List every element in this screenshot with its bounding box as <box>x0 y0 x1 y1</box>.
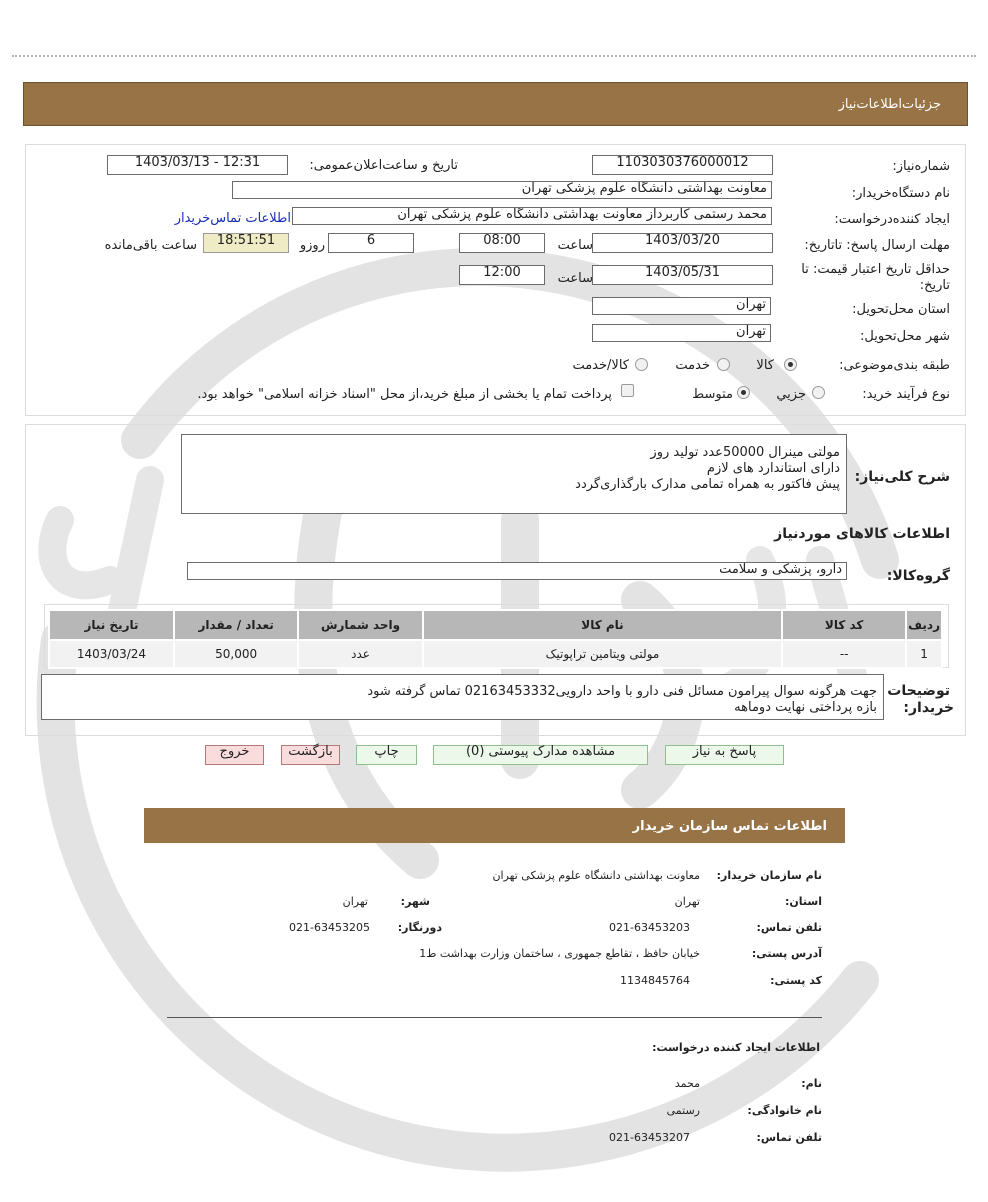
process-minor-label: جزیي <box>776 387 806 402</box>
response-deadline-label: مهلت ارسال پاسخ: تاتاریخ: <box>804 238 950 253</box>
process-label: نوع فرآیند خرید: <box>862 387 950 402</box>
print-button[interactable]: چاپ <box>356 745 417 765</box>
category-goods-service-label: کالا/خدمت <box>572 358 629 373</box>
creator-phone-value: 021-63453207 <box>609 1131 690 1144</box>
goods-group-label: گروه‌کالا: <box>886 568 950 584</box>
province-value: تهران <box>674 895 700 908</box>
page-header <box>23 82 968 126</box>
price-validity-label: حداقل تاریخ اعتبار قیمت: تا تاریخ: <box>801 262 950 293</box>
col-goods-code: کد کالا <box>782 610 906 640</box>
cell-row-number: 1 <box>906 640 942 668</box>
contact-header <box>144 808 845 843</box>
creator-info-title: اطلاعات ایجاد کننده درخواست: <box>652 1041 820 1054</box>
cell-quantity: 50,000 <box>174 640 298 668</box>
creator-family-value: رستمی <box>666 1104 700 1117</box>
price-validity-time-label: ساعت <box>557 271 593 286</box>
phone-label: تلفن تماس: <box>756 921 822 934</box>
goods-section-title: اطلاعات کالاهای موردنیاز <box>774 526 950 542</box>
postal-code-value: 1134845764 <box>620 974 690 987</box>
address-label: آدرس پستی: <box>751 947 822 960</box>
description-line: پیش فاکتور به همراه تمامی مدارک بارگذاری‌گردد <box>575 477 840 492</box>
buyer-contact-link[interactable]: اطلاعات تماس‌خریدار <box>174 211 291 226</box>
treasury-payment-text: پرداخت تمام یا بخشی از مبلغ خرید،از محل "اسناد خزانه اسلامی" خواهد بود. <box>197 387 612 402</box>
creator-phone-label: تلفن تماس: <box>756 1131 822 1144</box>
category-goods-service-radio[interactable] <box>635 358 648 371</box>
goods-table-header <box>49 610 942 640</box>
page-title: جزئیات‌اطلاعات‌نیاز <box>838 97 941 112</box>
col-row-number: ردیف <box>906 610 942 640</box>
creator-name-label: نام: <box>801 1077 822 1090</box>
announce-datetime-label: تاریخ و ساعت‌اعلان‌عمومی: <box>309 158 458 173</box>
buyer-notes-label-1: توضیحات <box>887 683 950 699</box>
table-row <box>49 640 942 668</box>
category-goods-label: کالا <box>756 358 774 373</box>
response-time-label: ساعت <box>557 238 593 253</box>
creator-name-value: محمد <box>674 1077 700 1090</box>
description-label: شرح کلی‌نیاز: <box>854 469 950 485</box>
buyer-notes-line: بازه پرداختی نهایت دوماهه <box>734 700 877 715</box>
reply-button[interactable]: پاسخ به نیاز <box>665 745 784 765</box>
remaining-time-counter: 18:51:51 <box>203 233 289 253</box>
delivery-province-label: استان محل‌تحویل: <box>852 302 950 317</box>
fax-value: 021-63453205 <box>289 921 370 934</box>
cell-need-date: 1403/03/24 <box>49 640 174 668</box>
phone-value: 021-63453203 <box>609 921 690 934</box>
top-divider <box>12 55 976 57</box>
org-name-value: معاونت بهداشتی دانشگاه علوم پزشکی تهران <box>492 869 700 882</box>
days-label: روزو <box>299 238 325 253</box>
requester-field: محمد رستمی کاربرداز معاونت بهداشتی دانشگاه علوم پزشکی تهران <box>292 207 772 225</box>
process-medium-label: متوسط <box>692 387 733 402</box>
postal-code-label: کد پستی: <box>770 974 822 987</box>
fax-label: دورنگار: <box>397 921 442 934</box>
buyer-notes-box <box>41 674 884 720</box>
category-service-radio[interactable] <box>717 358 730 371</box>
cell-goods-code: -- <box>782 640 906 668</box>
price-validity-time-field: 12:00 <box>459 265 545 285</box>
announce-datetime-field: 1403/03/13 - 12:31 <box>107 155 288 175</box>
address-value: خیابان حافظ ، تقاطع جمهوری ، ساختمان وزارت بهداشت ط1 <box>419 947 700 960</box>
attachments-button[interactable]: مشاهده مدارک پیوستی (0) <box>433 745 648 765</box>
col-unit: واحد شمارش <box>298 610 422 640</box>
col-quantity: تعداد / مقدار <box>174 610 298 640</box>
city-value: تهران <box>342 895 368 908</box>
days-field: 6 <box>328 233 414 253</box>
treasury-payment-checkbox[interactable] <box>621 384 634 397</box>
back-button[interactable]: بازگشت <box>281 745 340 765</box>
city-label: شهر: <box>400 895 430 908</box>
cell-goods-name: مولتی ویتامین تراپوتیک <box>423 640 782 668</box>
buyer-notes-line: جهت هرگونه سوال پیرامون مسائل فنی دارو با واحد دارویی02163453332 تماس گرفته شود <box>367 684 877 699</box>
response-time-field: 08:00 <box>459 233 545 253</box>
description-line: دارای استاندارد های لازم <box>706 461 840 476</box>
description-line: مولتی مینرال 50000عدد تولید روز <box>650 445 840 460</box>
col-goods-name: نام کالا <box>423 610 782 640</box>
buyer-notes-label-2: خریدار: <box>903 700 954 716</box>
buyer-org-field: معاونت بهداشتی دانشگاه علوم پزشکی تهران <box>232 181 772 199</box>
need-number-field: 1103030376000012 <box>592 155 773 175</box>
remaining-label: ساعت باقی‌مانده <box>104 238 197 253</box>
response-date-field: 1403/03/20 <box>592 233 773 253</box>
delivery-province-field: تهران <box>592 297 771 315</box>
description-box <box>181 434 847 514</box>
exit-button[interactable]: خروج <box>205 745 264 765</box>
process-medium-radio[interactable] <box>737 386 750 399</box>
category-service-label: خدمت <box>675 358 710 373</box>
cell-unit: عدد <box>298 640 422 668</box>
delivery-city-label: شهر محل‌تحویل: <box>860 329 950 344</box>
creator-family-label: نام خانوادگی: <box>747 1104 822 1117</box>
category-goods-radio[interactable] <box>784 358 797 371</box>
price-validity-date-field: 1403/05/31 <box>592 265 773 285</box>
org-name-label: نام سازمان خریدار: <box>716 869 822 882</box>
contact-divider <box>167 1017 822 1018</box>
goods-table <box>48 609 943 669</box>
process-minor-radio[interactable] <box>812 386 825 399</box>
need-number-label: شماره‌نیاز: <box>892 159 950 174</box>
col-need-date: تاریخ نیاز <box>49 610 174 640</box>
category-label: طبقه بندی‌موضوعی: <box>839 358 950 373</box>
goods-group-field: دارو، پزشکی و سلامت <box>187 562 847 580</box>
requester-label: ایجاد کننده‌درخواست: <box>834 212 950 227</box>
delivery-city-field: تهران <box>592 324 771 342</box>
province-label: استان: <box>785 895 822 908</box>
buyer-org-label: نام دستگاه‌خریدار: <box>851 186 950 201</box>
contact-title: اطلاعات تماس سازمان خریدار <box>632 819 827 834</box>
